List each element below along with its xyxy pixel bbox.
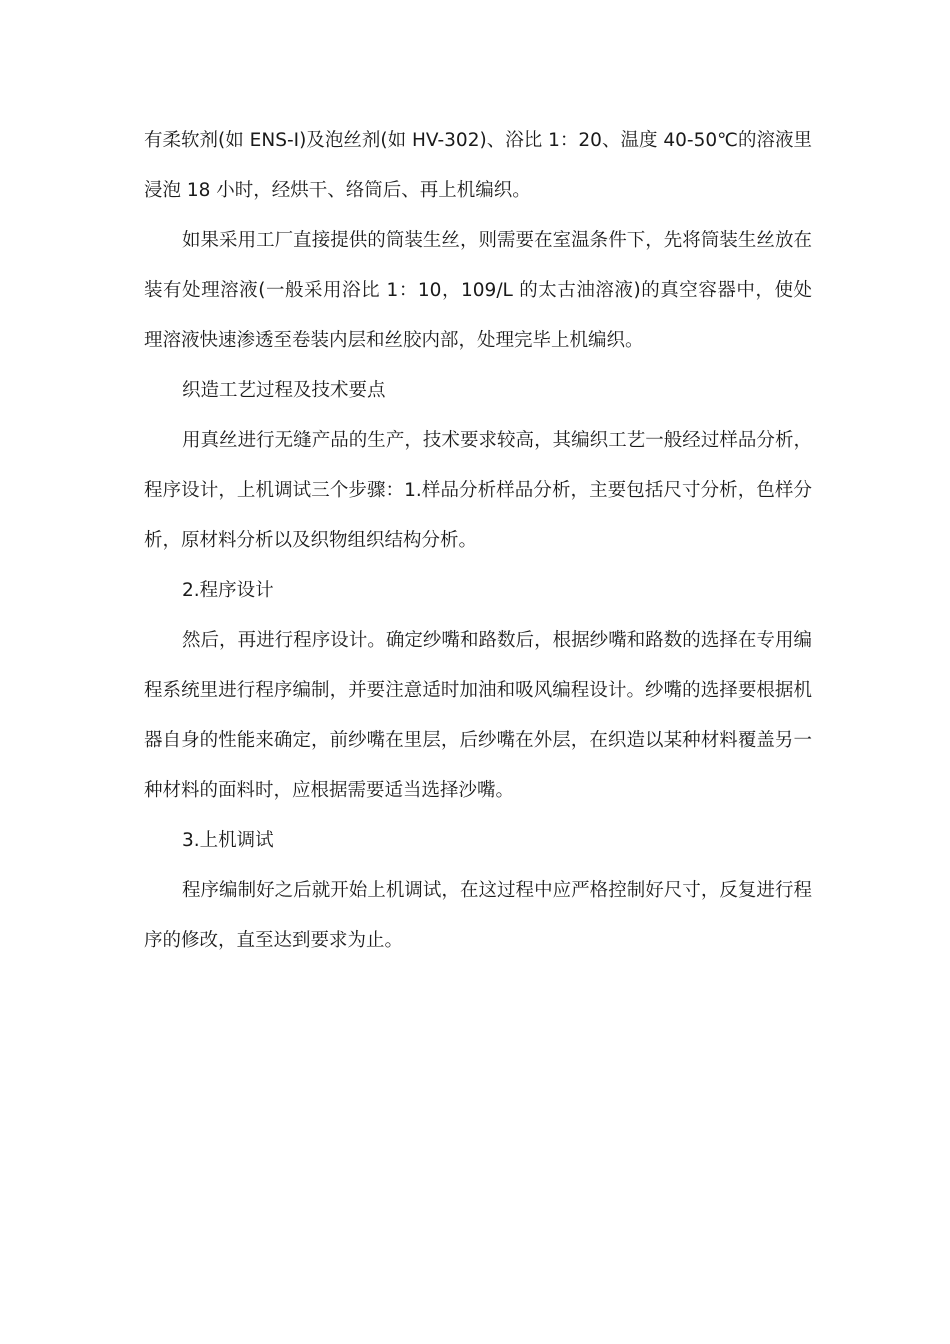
section-heading-program-design: 2.程序设计 — [182, 580, 274, 601]
paragraph-continuation: 有柔软剂(如 ENS-I)及泡丝剂(如 HV-302)、浴比 1：20、温度 40-50℃的溶液里浸泡 18 小时，经烘干、络筒后、再上机编织。 — [144, 130, 812, 201]
paragraph-machine-debugging: 程序编制好之后就开始上机调试，在这过程中应严格控制好尺寸，反复进行程序的修改，直至达到要求为止。 — [144, 880, 812, 951]
section-heading-weaving-process: 织造工艺过程及技术要点 — [182, 380, 386, 401]
paragraph-sample-analysis: 用真丝进行无缝产品的生产，技术要求较高，其编织工艺一般经过样品分析，程序设计，上机调试三个步骤：1.样品分析样品分析，主要包括尺寸分析，色样分析，原材料分析以及织物组织结构分析。 — [144, 430, 812, 551]
section-heading-machine-debugging: 3.上机调试 — [182, 830, 274, 851]
document-body — [144, 116, 812, 966]
paragraph-raw-silk-treatment: 如果采用工厂直接提供的筒装生丝，则需要在室温条件下，先将筒装生丝放在装有处理溶液(一般采用浴比 1：10，109/L 的太古油溶液)的真空容器中，使处理溶液快速渗透至卷装内层和丝胶内部，处理完毕上机编织。 — [144, 230, 812, 351]
paragraph-program-design: 然后，再进行程序设计。确定纱嘴和路数后，根据纱嘴和路数的选择在专用编程系统里进行程序编制，并要注意适时加油和吸风编程设计。纱嘴的选择要根据机器自身的性能来确定，前纱嘴在里层，后纱嘴在外层，在织造以某种材料覆盖另一种材料的面料时，应根据需要适当选择沙嘴。 — [144, 630, 812, 801]
